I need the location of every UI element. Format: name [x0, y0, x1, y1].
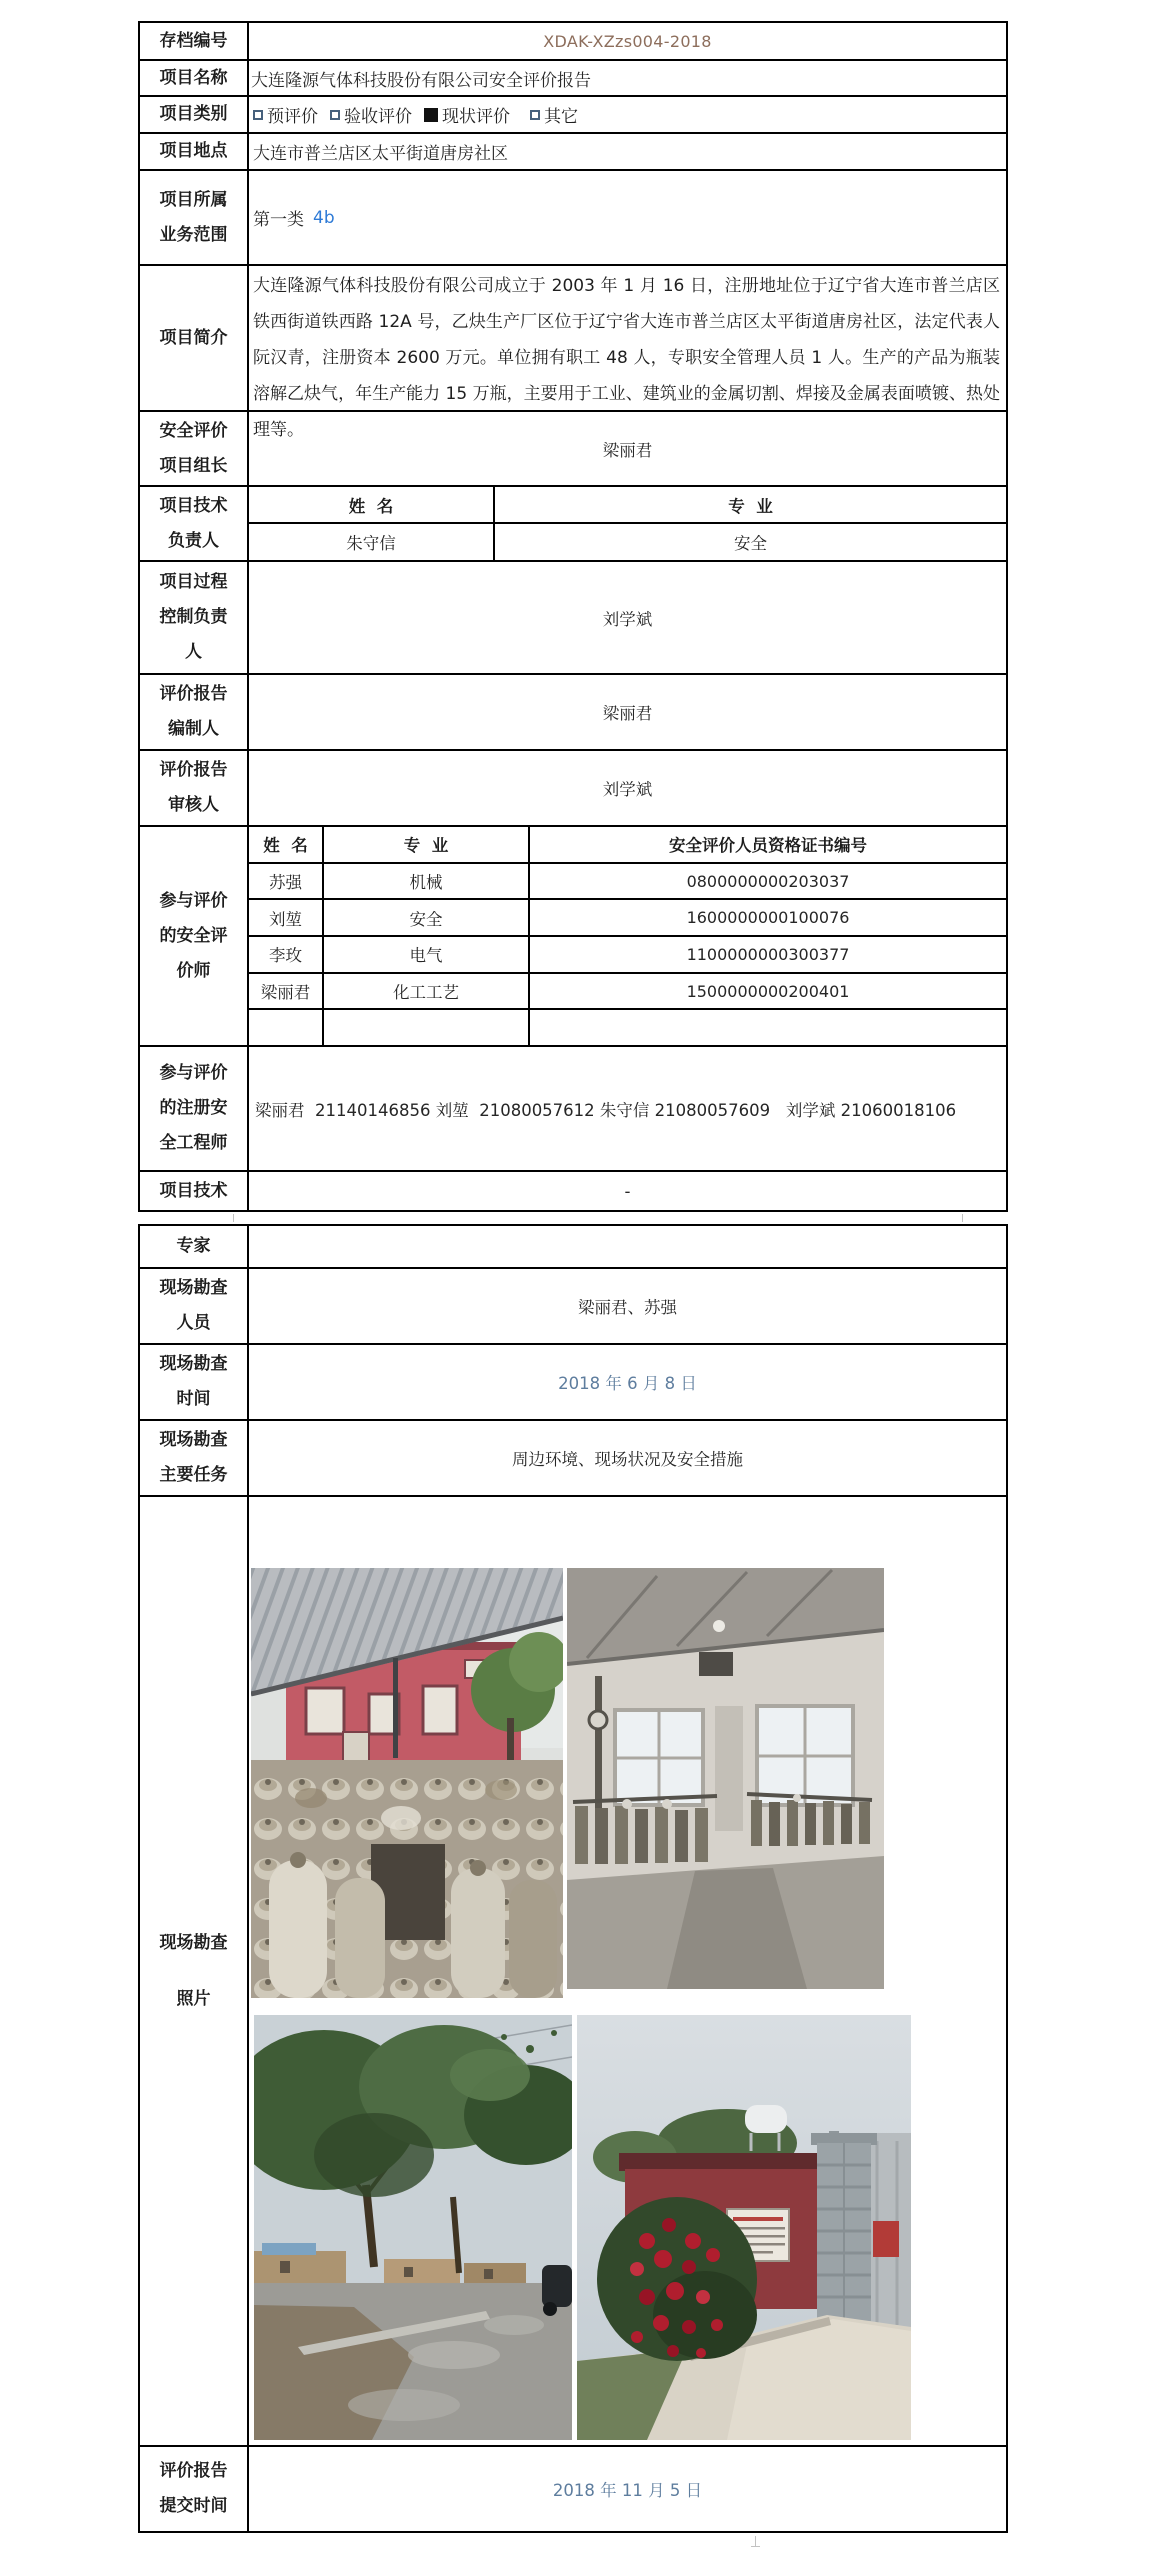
row-project-introduction: [140, 264, 1006, 440]
process-control-label: 项目过程 控制负责 人: [140, 562, 249, 673]
evaluator-row: [249, 862, 1006, 899]
row-survey-tasks: [140, 1419, 1006, 1495]
submit-date-label: 评价报告 提交时间: [140, 2447, 249, 2531]
evaluator-cert-no: 1600000000100076: [686, 908, 850, 928]
survey-photos-area: [249, 1497, 1006, 2445]
evaluators-label: 参与评价 的安全评 价师: [140, 827, 249, 1045]
archive-number-label: 存档编号: [140, 23, 249, 59]
checkbox-unchecked-icon: [330, 110, 340, 120]
row-registered-engineers: [140, 1045, 1006, 1170]
checkbox-unchecked-icon: [253, 110, 263, 120]
evaluator-major: 电气: [324, 937, 530, 972]
registered-engineers-label: 参与评价 的注册安 全工程师: [140, 1047, 249, 1170]
row-survey-photos: [140, 1495, 1006, 2445]
row-report-author: [140, 673, 1006, 749]
tech-leader-major: 安全: [734, 534, 767, 553]
tech-leader-label: 项目技术 负责人: [140, 487, 249, 560]
evaluator-major: 机械: [324, 864, 530, 899]
evaluator-row: [249, 935, 1006, 972]
column-header-cert-no: 安全评价人员资格证书编号: [669, 836, 867, 856]
row-project-category: [140, 95, 1006, 132]
survey-tasks-value: 周边环境、现场状况及安全措施: [512, 1450, 743, 1469]
survey-staff-value: 梁丽君、苏强: [578, 1298, 677, 1317]
registered-engineers-value: 梁丽君 21140146856 刘堃 21080057612 朱守信 21080057609 刘学斌 21060018106: [255, 1100, 957, 1120]
row-tech-experts-part2: [140, 1226, 1006, 1267]
row-tech-leader: [140, 485, 1006, 560]
cylinder-storage-yard-photo: [251, 1568, 563, 1998]
evaluator-major: [324, 1010, 530, 1045]
business-scope-label: 项目所属 业务范围: [140, 171, 249, 264]
evaluator-name: [249, 1010, 324, 1045]
category-option-pre-evaluation: 预评价: [253, 102, 318, 127]
tech-experts-label-part2: 专家: [140, 1226, 249, 1267]
evaluator-name: 梁丽君: [249, 974, 324, 1009]
submit-date-value: 2018 年 11 月 5 日: [552, 2481, 703, 2500]
tech-leader-subtable: [249, 487, 1006, 560]
evaluator-major: 化工工艺: [324, 974, 530, 1009]
filling-workshop-interior-photo: [567, 1568, 884, 1989]
report-author-label: 评价报告 编制人: [140, 675, 249, 749]
row-survey-staff: [140, 1267, 1006, 1343]
evaluator-major: 安全: [324, 900, 530, 935]
process-control-value: 刘学斌: [602, 609, 653, 629]
project-introduction-label: 项目简介: [140, 266, 249, 410]
evaluator-name: 刘堃: [249, 900, 324, 935]
tech-leader-name: 朱守信: [249, 524, 495, 560]
team-leader-value: 梁丽君: [602, 440, 653, 460]
evaluator-cert-no: 1500000000200401: [686, 981, 850, 1001]
row-team-leader: [140, 410, 1006, 485]
report-author-value: 梁丽君: [602, 704, 653, 723]
checkbox-unchecked-icon: [530, 110, 540, 120]
project-location-label: 项目地点: [140, 134, 249, 169]
row-evaluators: [140, 825, 1006, 1045]
report-reviewer-value: 刘学斌: [602, 780, 653, 799]
checkbox-checked-icon: [424, 108, 438, 122]
scope-class-highlight: 4b: [313, 207, 335, 228]
category-option-status-evaluation: 现状评价: [424, 102, 510, 127]
page-break-mark: [233, 1214, 234, 1222]
project-info-table-part2: [138, 1224, 1008, 2533]
category-option-other: 其它: [530, 102, 578, 127]
project-name-value: 大连隆源气体科技股份有限公司安全评价报告: [251, 70, 591, 91]
row-survey-date: [140, 1343, 1006, 1419]
row-report-reviewer: [140, 749, 1006, 825]
evaluator-row: [249, 898, 1006, 935]
evaluator-row-empty: [249, 1008, 1006, 1045]
row-archive-number: [140, 23, 1006, 59]
survey-date-value: 2018 年 6 月 8 日: [558, 1374, 697, 1393]
survey-tasks-label: 现场勘查 主要任务: [140, 1421, 249, 1495]
column-header-major: 专 业: [728, 496, 773, 516]
evaluator-name: 苏强: [249, 864, 324, 899]
evaluator-name: 李玫: [249, 937, 324, 972]
survey-date-label: 现场勘查 时间: [140, 1345, 249, 1419]
evaluators-header-row: [249, 827, 1006, 862]
project-category-value: [249, 97, 1006, 132]
row-business-scope: [140, 169, 1006, 264]
evaluators-subtable: [249, 827, 1006, 1045]
tech-experts-label-part1: 项目技术: [140, 1172, 249, 1210]
tech-leader-data-row: [249, 522, 1006, 560]
archive-number-value: XDAK-XZzs004-2018: [543, 31, 712, 51]
row-project-name: [140, 59, 1006, 95]
project-introduction-value: 大连隆源气体科技股份有限公司成立于 2003 年 1 月 16 日，注册地址位于辽宁省大连市普兰店区铁西街道铁西路 12A 号，乙炔生产厂区位于辽宁省大连市普兰店区太平街道唐房社区，法定代表人阮汉青，注册资本 2600 万元。单位拥有职工 48 人，专职安全管理人员 1 人。生产的产品为瓶装溶解乙炔气，年生产能力 15 万瓶，主要用于工业、建筑业的金属切割、焊接及金属表面喷镀、热处理等。: [253, 276, 1000, 440]
survey-photos-label: 现场勘查 照片: [140, 1497, 249, 2445]
column-header-major: 专 业: [324, 827, 530, 862]
category-option-acceptance-evaluation: 验收评价: [330, 102, 412, 127]
project-name-label: 项目名称: [140, 61, 249, 95]
tech-experts-value-continued: [249, 1226, 1006, 1267]
business-scope-value: 第一类 4b: [253, 207, 335, 230]
evaluator-row: [249, 972, 1006, 1009]
team-leader-label: 安全评价 项目组长: [140, 412, 249, 485]
column-header-name: 姓 名: [249, 487, 495, 522]
page-break-mark: [962, 1214, 963, 1222]
row-project-location: [140, 132, 1006, 169]
row-submit-date: [140, 2445, 1006, 2531]
page-anchor-mark: [751, 2546, 760, 2547]
column-header-name: 姓 名: [249, 827, 324, 862]
project-info-table-part1: [138, 21, 1008, 1212]
evaluator-cert-no: 1100000000300377: [686, 944, 850, 964]
site-building-roses-photo: [577, 2015, 911, 2440]
project-location-value: 大连市普兰店区太平街道唐房社区: [253, 144, 508, 164]
surrounding-road-trees-photo: [254, 2015, 572, 2440]
tech-experts-value: -: [624, 1181, 631, 1201]
evaluator-cert-no: [530, 1010, 1006, 1045]
survey-staff-label: 现场勘查 人员: [140, 1269, 249, 1343]
report-reviewer-label: 评价报告 审核人: [140, 751, 249, 825]
tech-leader-header-row: [249, 487, 1006, 522]
project-category-label: 项目类别: [140, 97, 249, 132]
row-process-control: [140, 560, 1006, 673]
row-tech-experts-part1: [140, 1170, 1006, 1210]
evaluator-cert-no: 0800000000203037: [686, 871, 850, 891]
